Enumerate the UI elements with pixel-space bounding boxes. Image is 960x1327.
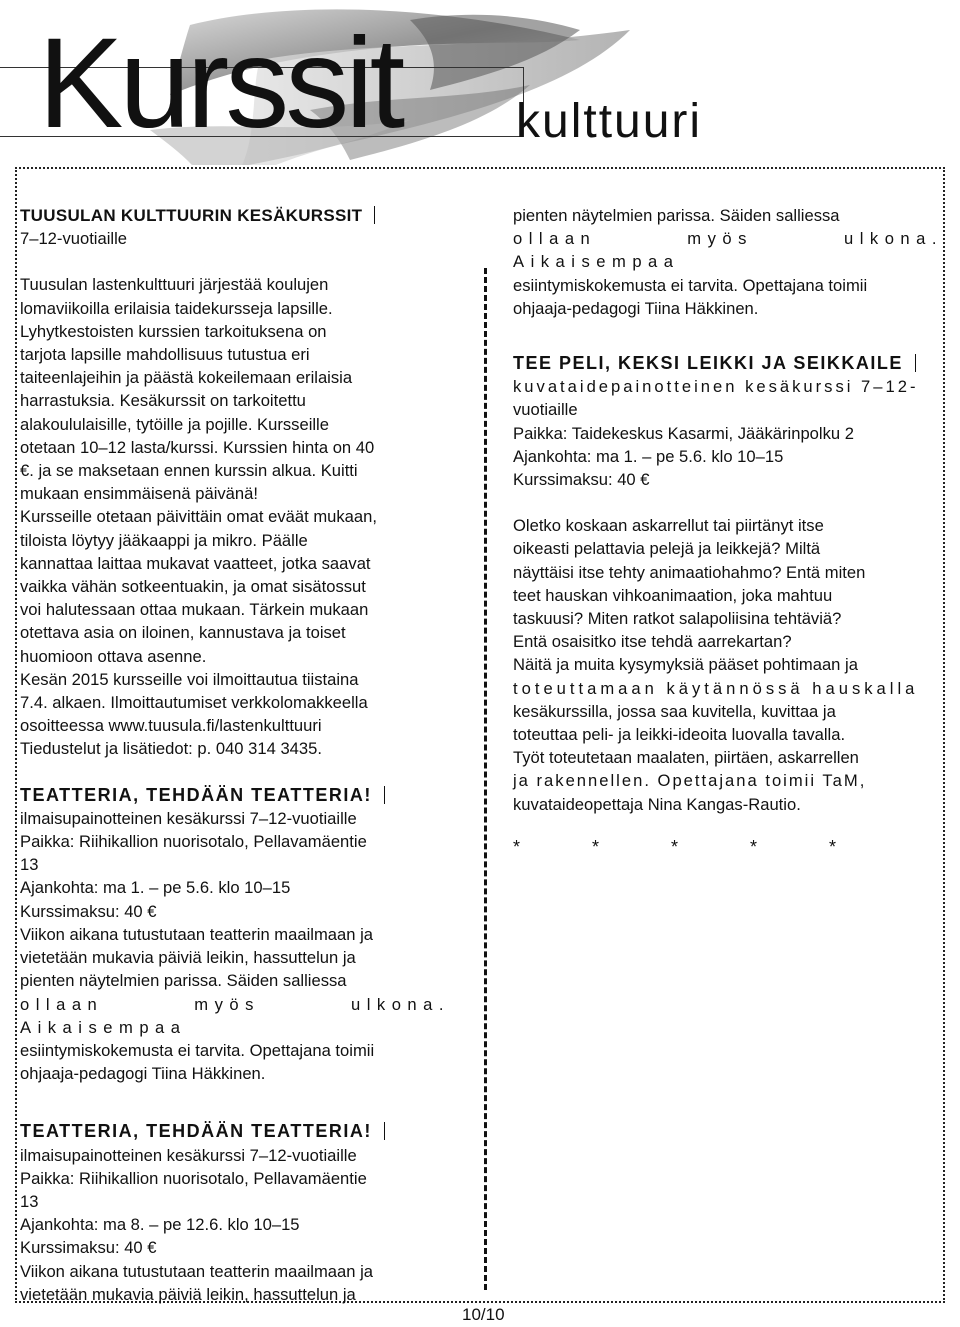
- text-line: ollaan myös ulkona. Aikaisempaa: [20, 994, 450, 1037]
- text-line: taskuusi? Miten ratkot salapoliisina tehtäviä?: [513, 609, 842, 629]
- course-3-description: [513, 514, 943, 816]
- text-line: vuotiaille: [513, 400, 578, 420]
- text-line: Tiedustelut ja lisätiedot: p. 040 314 3435.: [20, 739, 322, 759]
- text-line: vietetään mukavia päiviä leikin, hassuttelun ja: [20, 1284, 356, 1304]
- text-line: Ajankohta: ma 1. – pe 5.6. klo 10–15: [20, 878, 291, 898]
- text-line: Kurssimaksu: 40 €: [513, 470, 650, 490]
- text-line: kuvataideopettaja Nina Kangas-Rautio.: [513, 794, 801, 814]
- text-line: tiloista löytyy jääkaappi ja mikro. Päälle: [20, 530, 308, 550]
- text-line: kannattaa laittaa mukavat vaatteet, jotka saavat: [20, 553, 371, 573]
- star: *: [513, 836, 521, 857]
- text-line: Työt toteutetaan maalaten, piirtäen, askarrellen: [513, 748, 859, 768]
- text-line: oikeasti pelattavia pelejä ja leikkejä? Miltä: [513, 539, 821, 559]
- text-line: Viikon aikana tutustutaan teatterin maailmaan ja: [20, 1261, 373, 1281]
- main-heading: TUUSULAN KULTTUURIN KESÄKURSSIT: [20, 204, 450, 227]
- left-column: [20, 204, 450, 1306]
- text-line: Tuusulan lastenkulttuuri järjestää koulujen: [20, 275, 329, 295]
- text-line: ohjaaja-pedagogi Tiina Häkkinen.: [20, 1064, 266, 1084]
- star: *: [592, 836, 600, 857]
- text-line: pienten näytelmien parissa. Säiden salliessa: [513, 206, 840, 225]
- right-column: [513, 204, 943, 859]
- star: *: [671, 836, 679, 857]
- text-line: Paikka: Taidekeskus Kasarmi, Jääkärinpolku 2: [513, 423, 854, 443]
- course-1-heading: TEATTERIA, TEHDÄÄN TEATTERIA!: [20, 784, 450, 807]
- text-line: Kurssimaksu: 40 €: [20, 1238, 157, 1258]
- text-line: ja rakennellen. Opettajana toimii TaM,: [513, 771, 867, 791]
- text-line: Paikka: Riihikallion nuorisotalo, Pellavamäentie: [20, 1168, 367, 1188]
- text-line: esiintymiskokemusta ei tarvita. Opettajana toimii: [20, 1040, 375, 1060]
- text-line: ollaan myös ulkona. Aikaisempaa: [513, 229, 943, 272]
- text-line: osoitteessa www.tuusula.fi/lastenkulttuuri: [20, 716, 322, 736]
- course-1-continued: [513, 204, 943, 320]
- text-line: Kesän 2015 kursseille voi ilmoittautua tiistaina: [20, 669, 359, 689]
- column-divider: [484, 268, 487, 1290]
- text-line: voi halutessaan ottaa mukaan. Tärkein mukaan: [20, 600, 369, 620]
- text-line: Ajankohta: ma 8. – pe 12.6. klo 10–15: [20, 1215, 300, 1235]
- course-2-heading: TEATTERIA, TEHDÄÄN TEATTERIA!: [20, 1120, 450, 1143]
- text-line: otettava asia on iloinen, kannustava ja toiset: [20, 623, 346, 643]
- text-line: esiintymiskokemusta ei tarvita. Opettajana toimii: [513, 275, 868, 295]
- text-line: 13: [20, 1191, 39, 1211]
- text-line: Entä osaisitko itse tehdä aarrekartan?: [513, 632, 792, 652]
- text-line: lomaviikoilla erilaisia taidekursseja lapsille.: [20, 298, 333, 318]
- star: *: [829, 836, 837, 857]
- text-line: Kursseille otetaan päivittäin omat eväät mukaan,: [20, 507, 377, 527]
- section-separator-stars: [513, 836, 943, 859]
- age-group: 7–12-vuotiaille: [20, 229, 128, 249]
- text-line: tarjota lapsille mahdollisuus tutustua eri: [20, 345, 310, 365]
- section-title: kulttuuri: [516, 95, 703, 148]
- text-line: mukaan ensimmäisenä päivänä!: [20, 484, 258, 504]
- course-1-details: [20, 807, 450, 1085]
- course-3-details: [513, 375, 943, 491]
- text-line: Kurssimaksu: 40 €: [20, 901, 157, 921]
- text-line: vaikka vähän sotkeentuakin, ja omat sisätossut: [20, 577, 366, 597]
- text-line: huomioon ottava asenne.: [20, 646, 207, 666]
- text-line: alakoululaisille, tytöille ja pojille. Kursseille: [20, 414, 329, 434]
- intro-text: [20, 273, 450, 760]
- text-line: toteuttaa peli- ja leikki-ideoita luovalla tavalla.: [513, 725, 846, 745]
- text-line: kuvataidepainotteinen kesäkurssi 7–12-: [513, 377, 919, 397]
- text-line: teet hauskan vihkoanimaation, joka mahtuu: [513, 585, 833, 605]
- text-line: ilmaisupainotteinen kesäkurssi 7–12-vuotiaille: [20, 808, 357, 828]
- text-line: harrastuksia. Kesäkurssit on tarkoitettu: [20, 391, 306, 411]
- course-2-details: [20, 1144, 450, 1306]
- text-line: Oletko koskaan askarrellut tai piirtänyt itse: [513, 516, 824, 536]
- star: *: [750, 836, 758, 857]
- text-line: vietetään mukavia päiviä leikin, hassuttelun ja: [20, 948, 356, 968]
- text-line: 7.4. alkaen. Ilmoittautumiset verkkolomakkeella: [20, 693, 368, 713]
- text-line: 13: [20, 855, 39, 875]
- text-line: Lyhytkestoisten kurssien tarkoituksena on: [20, 321, 327, 341]
- page-title: Kurssit: [38, 12, 402, 155]
- text-line: Viikon aikana tutustutaan teatterin maailmaan ja: [20, 924, 373, 944]
- course-3-heading: TEE PELI, KEKSI LEIKKI JA SEIKKAILE: [513, 352, 943, 375]
- text-line: kesäkurssilla, jossa saa kuvitella, kuvittaa ja: [513, 701, 836, 721]
- text-line: näyttäisi itse tehty animaatiohahmo? Entä miten: [513, 562, 866, 582]
- text-line: €. ja se maksetaan ennen kurssin alkua. Kuitti: [20, 461, 358, 481]
- text-line: Ajankohta: ma 1. – pe 5.6. klo 10–15: [513, 446, 784, 466]
- text-line: ohjaaja-pedagogi Tiina Häkkinen.: [513, 298, 759, 318]
- text-line: toteuttamaan käytännössä hauskalla: [513, 678, 919, 698]
- text-line: ilmaisupainotteinen kesäkurssi 7–12-vuotiaille: [20, 1145, 357, 1165]
- text-line: Paikka: Riihikallion nuorisotalo, Pellavamäentie: [20, 832, 367, 852]
- text-line: Näitä ja muita kysymyksiä pääset pohtimaan ja: [513, 655, 858, 675]
- page-number: 10/10: [462, 1305, 505, 1324]
- text-line: pienten näytelmien parissa. Säiden salliessa: [20, 971, 347, 991]
- page-header: [0, 0, 960, 165]
- text-line: taiteenlajeihin ja päästä kokeilemaan erilaisia: [20, 368, 353, 388]
- text-line: otetaan 10–12 lasta/kurssi. Kurssien hinta on 40: [20, 437, 375, 457]
